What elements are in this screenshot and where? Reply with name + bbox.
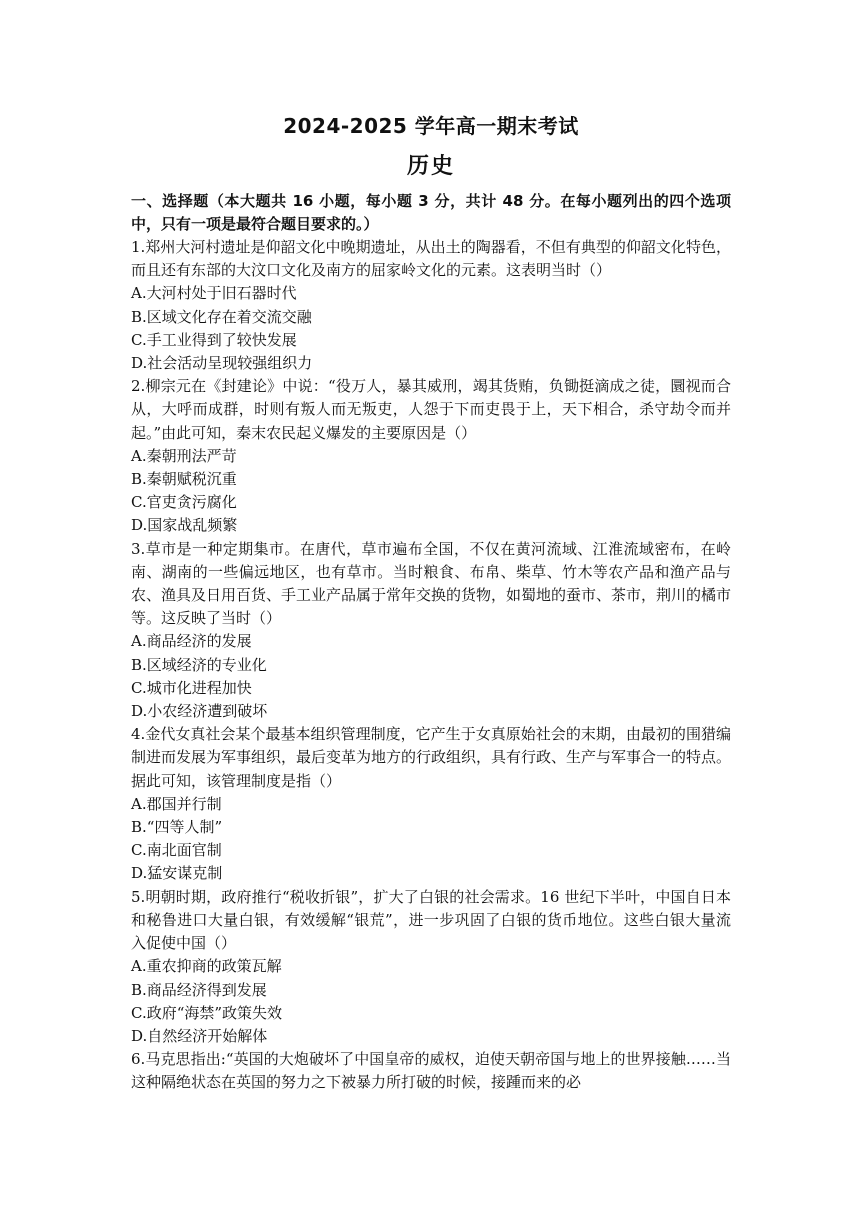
question-5: [131, 886, 731, 1048]
option-a: A.秦朝刑法严苛: [131, 446, 237, 465]
question-stem: 4.金代女真社会某个最基本组织管理制度，它产生于女真原始社会的末期，由最初的围猎编制进而发展为军事组织，最后变革为地方的行政组织，具有行政、生产与军事合一的特点。据此可知，该管理制度是指（）: [131, 725, 732, 790]
option-a: A.重农抑商的政策瓦解: [131, 957, 282, 976]
question-stem: 3.草市是一种定期集市。在唐代，草市遍布全国，不仅在黄河流域、江淮流域密布，在岭南、湖南的一些偏远地区，也有草市。当时粮食、布帛、柴草、竹木等农产品和渔产品与农、渔具及日用百货、手工业产品属于常年交换的货物，如蜀地的蚕市、茶市，荆川的橘市等。这反映了当时（）: [131, 539, 732, 628]
option-b: B.秦朝赋税沉重: [131, 470, 237, 489]
section-heading: 一、选择题（本大题共 16 小题，每小题 3 分，共计 48 分。在每小题列出的四个选项中，只有一项是最符合题目要求的。）: [131, 192, 731, 233]
question-6: [131, 1048, 731, 1094]
option-d: D.小农经济遭到破坏: [131, 702, 268, 721]
option-c: C.城市化进程加快: [131, 678, 252, 697]
option-d: D.社会活动呈现较强组织力: [131, 354, 313, 373]
question-4: [131, 723, 731, 885]
subject-title: 历史: [406, 154, 455, 179]
question-3: [131, 538, 731, 724]
question-stem: 1.郑州大河村遗址是仰韶文化中晚期遗址，从出土的陶器看，不但有典型的仰韶文化特色，而且还有东部的大汶口文化及南方的屈家岭文化的元素。这表明当时（）: [131, 238, 731, 280]
option-b: B.区域经济的专业化: [131, 655, 267, 674]
question-1: [131, 236, 731, 375]
option-c: C.手工业得到了较快发展: [131, 330, 297, 349]
option-d: D.猛安谋克制: [131, 864, 223, 883]
question-stem: 5.明朝时期，政府推行“税收折银”，扩大了白银的社会需求。16 世纪下半叶，中国自日本和秘鲁进口大量白银，有效缓解“银荒”，进一步巩固了白银的货币地位。这些白银大量流入促使中国（）: [131, 887, 731, 953]
option-a: A.郡国并行制: [131, 794, 222, 813]
option-a: A.大河村处于旧石器时代: [131, 284, 297, 303]
exam-page: [131, 112, 731, 1095]
option-b: B.“四等人制”: [131, 818, 223, 837]
option-d: D.国家战乱频繁: [131, 516, 238, 535]
option-c: C.官吏贪污腐化: [131, 493, 237, 512]
option-c: C.政府“海禁”政策失效: [131, 1003, 283, 1022]
option-c: C.南北面官制: [131, 841, 222, 860]
question-stem: 6.马克思指出:“英国的大炮破坏了中国皇帝的威权，迫使天朝帝国与地上的世界接触……当这种隔绝状态在英国的努力之下被暴力所打破的时候，接踵而来的必: [131, 1050, 731, 1092]
question-stem: 2.柳宗元在《封建论》中说：“役万人，暴其威刑，竭其货贿，负锄挺滴成之徒，圜视而合从，大呼而成群，时则有叛人而无叛吏，人怨于下而吏畏于上，天下相合，杀守劫令而并起。”由此可知，秦末农民起义爆发的主要原因是（）: [131, 377, 731, 442]
option-b: B.商品经济得到发展: [131, 980, 267, 999]
option-a: A.商品经济的发展: [131, 632, 252, 651]
exam-title: 2024-2025 学年高一期末考试: [283, 114, 579, 138]
question-2: [131, 375, 731, 537]
option-b: B.区域文化存在着交流交融: [131, 307, 312, 326]
option-d: D.自然经济开始解体: [131, 1026, 268, 1045]
